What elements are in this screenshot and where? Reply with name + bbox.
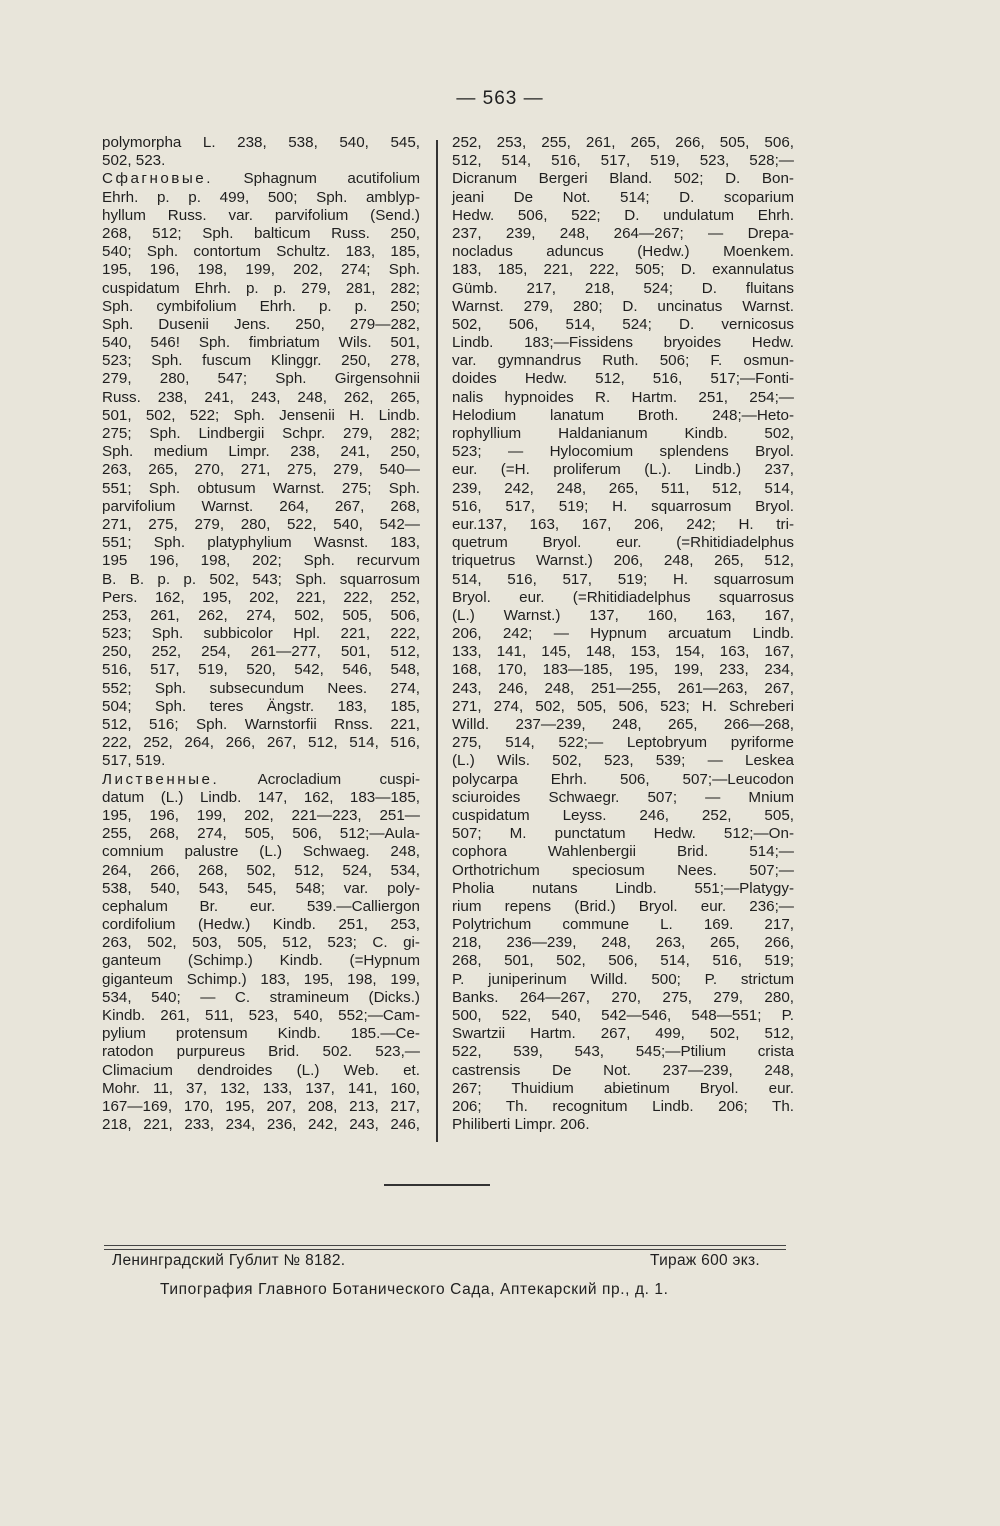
index-line: 263, 502, 503, 505, 512, 523; C. gi- <box>102 934 420 952</box>
index-line: hyllum Russ. var. parvifolium (Send.) <box>102 206 420 224</box>
index-line: Russ. 238, 241, 243, 248, 262, 265, <box>102 388 420 406</box>
index-line: 195 196, 198, 202; Sph. recurvum <box>102 552 420 570</box>
index-line: Orthotrichum speciosum Nees. 507;— <box>452 861 794 879</box>
index-line: 195, 196, 198, 199, 202, 274; Sph. <box>102 261 420 279</box>
index-line: 243, 246, 248, 251—255, 261—263, 267, <box>452 679 794 697</box>
index-line: comnium palustre (L.) Schwaeg. 248, <box>102 843 420 861</box>
index-line: 540, 546! Sph. fimbriatum Wils. 501, <box>102 334 420 352</box>
index-line: 218, 221, 233, 234, 236, 242, 243, 246, <box>102 1116 420 1134</box>
index-line: 252, 253, 255, 261, 265, 266, 505, 506, <box>452 134 794 151</box>
index-line: 502, 523. <box>102 152 166 170</box>
printer-note: Типография Главного Ботанического Сада, Аптекарский пр., д. 1. <box>160 1281 669 1298</box>
index-line: doides Hedw. 512, 516, 517;—Fonti- <box>452 370 794 388</box>
index-line: 523; Sph. fuscum Klinggr. 250, 278, <box>102 352 420 370</box>
index-line: ratodon purpureus Brid. 502. 523,— <box>102 1043 420 1061</box>
index-line: 195, 196, 199, 202, 221—223, 251— <box>102 806 420 824</box>
footer-rule-bottom <box>104 1249 786 1250</box>
index-line: Gümb. 217, 218, 524; D. fluitans <box>452 279 794 297</box>
index-line: Sph. medium Limpr. 238, 241, 250, <box>102 443 420 461</box>
index-line: cephalum Br. eur. 539.—Calliergon <box>102 897 420 915</box>
index-line: Philiberti Limpr. 206. <box>452 1116 590 1134</box>
index-line: 507; M. punctatum Hedw. 512;—On- <box>452 825 794 843</box>
index-line: 255, 268, 274, 505, 506, 512;—Aula- <box>102 825 420 843</box>
index-line: Willd. 237—239, 248, 265, 266—268, <box>452 716 794 733</box>
index-line: parvifolium Warnst. 264, 267, 268, <box>102 497 420 515</box>
index-line: nocladus aduncus (Hedw.) Moenkem. <box>452 243 794 261</box>
index-line: datum (L.) Lindb. 147, 162, 183—185, <box>102 788 420 806</box>
section-heading: Сфагновые. <box>102 170 213 188</box>
index-line: Kindb. 261, 511, 523, 540, 552;—Cam- <box>102 1007 420 1024</box>
index-line: 133, 141, 145, 148, 153, 154, 163, 167, <box>452 643 794 661</box>
index-line: Banks. 264—267, 270, 275, 279, 280, <box>452 988 794 1006</box>
section-end-rule <box>384 1184 490 1186</box>
index-line: Warnst. 279, 280; D. uncinatus Warnst. <box>452 297 794 315</box>
index-line: cuspidatum Ehrh. p. p. 279, 281, 282; <box>102 279 420 297</box>
index-line: 552; Sph. subsecundum Nees. 274, <box>102 679 420 697</box>
index-line: Polytrichum commune L. 169. 217, <box>452 916 794 934</box>
index-line: P. juniperinum Willd. 500; P. strictum <box>452 970 794 988</box>
index-line: cophora Wahlenbergii Brid. 514;— <box>452 843 794 861</box>
index-line: 222, 252, 264, 266, 267, 512, 514, 516, <box>102 734 420 752</box>
index-line: 516, 517, 519; H. squarrosum Bryol. <box>452 497 794 515</box>
page-number: — 563 — <box>456 88 544 109</box>
index-line: polycarpa Ehrh. 506, 507;—Leucodon <box>452 770 794 788</box>
index-line: Mohr. 11, 37, 132, 133, 137, 141, 160, <box>102 1079 420 1097</box>
index-line: cordifolium (Hedw.) Kindb. 251, 253, <box>102 916 420 934</box>
index-line: Dicranum Bergeri Bland. 502; D. Bon- <box>452 170 794 188</box>
section-heading: Лиственные. <box>102 770 220 788</box>
index-line: triquetrus Warnst.) 206, 248, 265, 512, <box>452 552 794 570</box>
index-line: rophyllium Haldanianum Kindb. 502, <box>452 425 794 442</box>
index-line: Lindb. 183;—Fissidens bryoides Hedw. <box>452 334 794 352</box>
index-line: Pholia nutans Lindb. 551;—Platygy- <box>452 879 794 897</box>
index-line: 183, 185, 221, 222, 505; D. exannulatus <box>452 261 794 279</box>
index-line: Pers. 162, 195, 202, 221, 222, 252, <box>102 588 420 606</box>
index-line: 206; Th. recognitum Lindb. 206; Th. <box>452 1097 794 1115</box>
index-line: 512, 514, 516, 517, 519, 523, 528;— <box>452 152 794 170</box>
index-line: 264, 266, 268, 502, 512, 524, 534, <box>102 861 420 879</box>
index-line: sciuroides Schwaegr. 507; — Mnium <box>452 788 794 806</box>
index-line: 239, 242, 248, 265, 511, 512, 514, <box>452 479 794 497</box>
index-line: 167—169, 170, 195, 207, 208, 213, 217, <box>102 1097 420 1115</box>
print-run: Тираж 600 экз. <box>649 1252 760 1269</box>
index-line: 267; Thuidium abietinum Bryol. eur. <box>452 1079 794 1097</box>
index-line: 516, 517, 519, 520, 542, 546, 548, <box>102 661 420 679</box>
index-line: quetrum Bryol. eur. (=Rhitidiadelphus <box>452 534 794 552</box>
index-line: rium repens (Brid.) Bryol. eur. 236;— <box>452 897 794 915</box>
index-line: 512, 516; Sph. Warnstorfii Rnss. 221, <box>102 716 420 733</box>
index-line: 250, 252, 254, 261—277, 501, 512, <box>102 643 420 661</box>
column-divider <box>436 140 438 1142</box>
index-line: 522, 539, 543, 545;—Ptilium crista <box>452 1043 794 1061</box>
index-line: Sph. cymbifolium Ehrh. p. p. 250; <box>102 297 420 315</box>
index-line: 271, 275, 279, 280, 522, 540, 542— <box>102 515 420 533</box>
index-line: Bryol. eur. (=Rhitidiadelphus squarrosus <box>452 588 794 606</box>
index-line: Ehrh. p. p. 499, 500; Sph. amblyp- <box>102 188 420 206</box>
index-line: 268, 501, 502, 506, 514, 516, 519; <box>452 952 794 970</box>
index-line: B. B. p. p. 502, 543; Sph. squarrosum <box>102 570 420 588</box>
index-line: 218, 236—239, 248, 263, 265, 266, <box>452 934 794 952</box>
index-line: giganteum Schimp.) 183, 195, 198, 199, <box>102 970 420 988</box>
index-line: Сфагновые. Sphagnum acutifolium <box>102 170 420 188</box>
index-line: 271, 274, 502, 505, 506, 523; H. Schreberi <box>452 697 794 715</box>
index-line: 523; — Hylocomium splendens Bryol. <box>452 443 794 461</box>
index-line: Sph. Dusenii Jens. 250, 279—282, <box>102 315 420 333</box>
index-line: 540; Sph. contortum Schultz. 183, 185, <box>102 243 420 261</box>
index-line: var. gymnandrus Ruth. 506; F. osmun- <box>452 352 794 370</box>
index-line: 237, 239, 248, 264—267; — Drepa- <box>452 224 794 242</box>
footer-rule-top <box>104 1245 786 1246</box>
index-line: 206, 242; — Hypnum arcuatum Lindb. <box>452 625 794 643</box>
index-line: 523; Sph. subbicolor Hpl. 221, 222, <box>102 625 420 643</box>
index-line: 275, 514, 522;— Leptobryum pyriforme <box>452 734 794 752</box>
index-line: cuspidatum Leyss. 246, 252, 505, <box>452 806 794 824</box>
index-line: 502, 506, 514, 524; D. vernicosus <box>452 315 794 333</box>
index-line: Hedw. 506, 522; D. undulatum Ehrh. <box>452 206 794 224</box>
index-line: 268, 512; Sph. balticum Russ. 250, <box>102 224 420 242</box>
index-line: 253, 261, 262, 274, 502, 505, 506, <box>102 606 420 624</box>
index-line: (L.) Warnst.) 137, 160, 163, 167, <box>452 606 794 624</box>
index-line: 279, 280, 547; Sph. Girgensohnii <box>102 370 420 388</box>
index-line: Лиственные. Acrocladium cuspi- <box>102 770 420 788</box>
index-line: nalis hypnoides R. Hartm. 251, 254;— <box>452 388 794 406</box>
index-line: 551; Sph. obtusum Warnst. 275; Sph. <box>102 479 420 497</box>
index-line: 504; Sph. teres Ängstr. 183, 185, <box>102 697 420 715</box>
index-line: Swartzii Hartm. 267, 499, 502, 512, <box>452 1025 794 1043</box>
index-line: jeani De Not. 514; D. scoparium <box>452 188 794 206</box>
index-line: 517, 519. <box>102 752 166 770</box>
index-column-right <box>452 134 794 1134</box>
index-line: (L.) Wils. 502, 523, 539; — Leskea <box>452 752 794 770</box>
index-line: castrensis De Not. 237—239, 248, <box>452 1061 794 1079</box>
index-column-left <box>102 134 420 1134</box>
index-line: ganteum (Schimp.) Kindb. (=Hypnum <box>102 952 420 970</box>
index-line: pylium protensum Kindb. 185.—Ce- <box>102 1025 420 1043</box>
index-line: 263, 265, 270, 271, 275, 279, 540— <box>102 461 420 479</box>
index-line: polymorpha L. 238, 538, 540, 545, <box>102 134 420 151</box>
index-line: Helodium lanatum Broth. 248;—Heto- <box>452 406 794 424</box>
index-line: 500, 522, 540, 542—546, 548—551; P. <box>452 1007 794 1024</box>
index-line: Climacium dendroides (L.) Web. et. <box>102 1061 420 1079</box>
index-line: eur. (=H. proliferum (L.). Lindb.) 237, <box>452 461 794 479</box>
censor-note: Ленинградский Гублит № 8182. <box>112 1252 346 1269</box>
index-line: 534, 540; — C. stramineum (Dicks.) <box>102 988 420 1006</box>
index-line: 275; Sph. Lindbergii Schpr. 279, 282; <box>102 425 420 442</box>
index-line: eur.137, 163, 167, 206, 242; H. tri- <box>452 515 794 533</box>
index-line: 514, 516, 517, 519; H. squarrosum <box>452 570 794 588</box>
index-line: 551; Sph. platyphylium Wasnst. 183, <box>102 534 420 552</box>
index-line: 501, 502, 522; Sph. Jensenii H. Lindb. <box>102 406 420 424</box>
index-line: 538, 540, 543, 545, 548; var. poly- <box>102 879 420 897</box>
index-line: 168, 170, 183—185, 195, 199, 233, 234, <box>452 661 794 679</box>
